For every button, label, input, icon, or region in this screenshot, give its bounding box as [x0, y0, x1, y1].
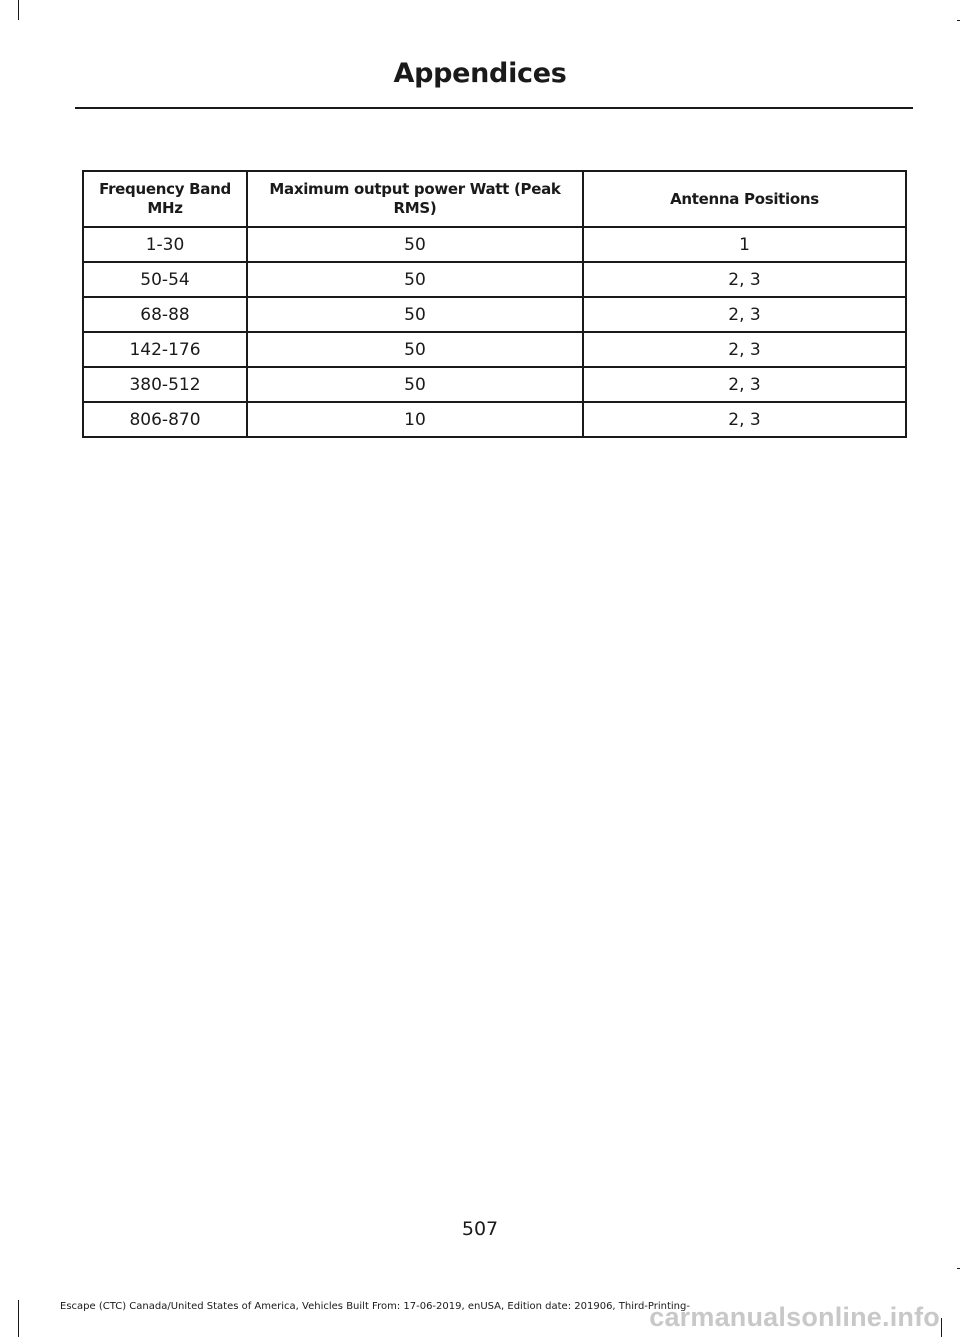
- page-number: 507: [461, 1218, 499, 1240]
- power-cell: 10: [247, 402, 583, 437]
- power-cell: 50: [247, 332, 583, 367]
- antenna-cell: 2, 3: [583, 262, 906, 297]
- crop-mark: [941, 1318, 942, 1337]
- antenna-cell: 2, 3: [583, 332, 906, 367]
- table-row: [83, 367, 906, 402]
- frequency-cell: 380-512: [83, 367, 247, 402]
- power-cell: 50: [247, 227, 583, 262]
- power-cell: 50: [247, 262, 583, 297]
- power-cell: 50: [247, 297, 583, 332]
- antenna-cell: 2, 3: [583, 402, 906, 437]
- table-row: [83, 227, 906, 262]
- power-cell: 50: [247, 367, 583, 402]
- frequency-cell: 68-88: [83, 297, 247, 332]
- column-header-max-output-power: Maximum output power Watt (Peak RMS): [247, 171, 583, 227]
- frequency-table: [82, 170, 907, 438]
- crop-mark: [18, 1300, 19, 1337]
- frequency-cell: 806-870: [83, 402, 247, 437]
- table-header-row: [83, 171, 906, 227]
- column-header-frequency-band: Frequency Band MHz: [83, 171, 247, 227]
- watermark: carmanualsonline.info: [649, 1302, 940, 1332]
- frequency-cell: 142-176: [83, 332, 247, 367]
- table-row: [83, 402, 906, 437]
- table-row: [83, 262, 906, 297]
- antenna-cell: 1: [583, 227, 906, 262]
- table-row: [83, 297, 906, 332]
- table-row: [83, 332, 906, 367]
- frequency-cell: 1-30: [83, 227, 247, 262]
- column-header-antenna-positions: Antenna Positions: [583, 171, 906, 227]
- crop-mark: [18, 0, 19, 20]
- antenna-cell: 2, 3: [583, 297, 906, 332]
- antenna-cell: 2, 3: [583, 367, 906, 402]
- frequency-cell: 50-54: [83, 262, 247, 297]
- footer-text: Escape (CTC) Canada/United States of America, Vehicles Built From: 17-06-2019, enUSA, Edition date: 201906, Third-Printing-: [60, 1301, 690, 1312]
- page-title: Appendices: [393, 58, 567, 89]
- title-divider: [75, 107, 913, 109]
